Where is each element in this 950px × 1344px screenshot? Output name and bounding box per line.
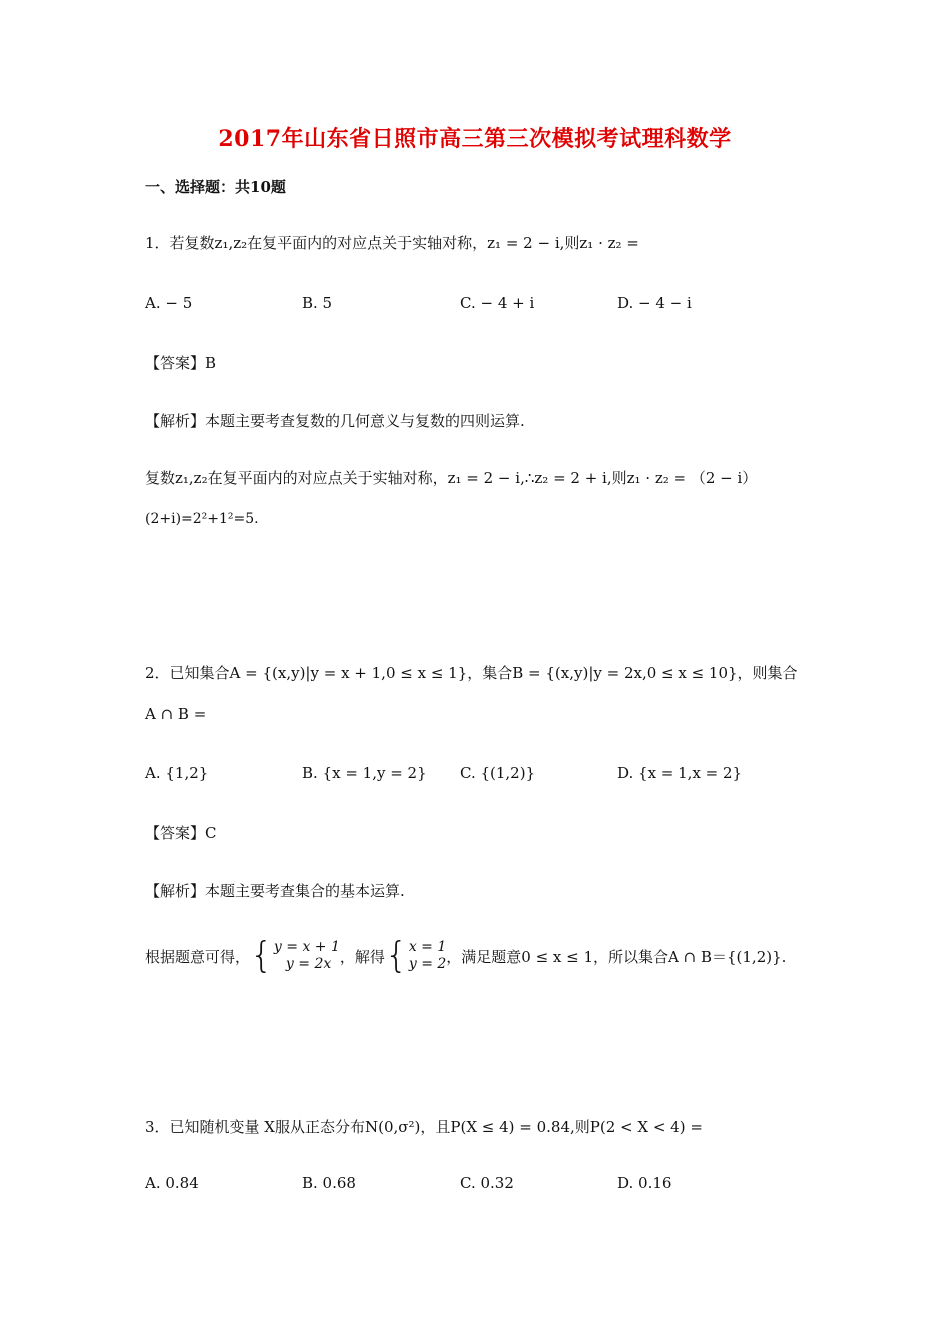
document-title: 2017年山东省日照市高三第三次模拟考试理科数学 bbox=[218, 126, 732, 152]
equation-system-2 bbox=[384, 935, 447, 976]
q1-option-d: D. − 4 − i bbox=[617, 294, 692, 312]
q2-analysis: 【解析】本题主要考查集合的基本运算. bbox=[145, 882, 405, 900]
q1-option-c: C. − 4 + i bbox=[460, 294, 535, 312]
q1-option-a: A. − 5 bbox=[145, 294, 193, 312]
sys2-row2: y = 2 bbox=[408, 956, 447, 972]
q3-option-c: C. 0.32 bbox=[460, 1174, 514, 1192]
q2-option-c: C. {(1,2)} bbox=[460, 764, 536, 782]
section-heading: 一、选择题：共10题 bbox=[145, 178, 286, 196]
q3-option-a: A. 0.84 bbox=[145, 1174, 199, 1192]
q1-explain-line2: (2+i)=2²+1²=5. bbox=[145, 511, 259, 527]
left-brace: { bbox=[384, 935, 408, 976]
q1-stem: 1．若复数z₁,z₂在复平面内的对应点关于实轴对称，z₁ = 2 − i,则z₁ · z₂ = bbox=[145, 234, 639, 252]
q2-stem-line1: 2．已知集合A = {(x,y)|y = x + 1,0 ≤ x ≤ 1}，集合B = {(x,y)|y = 2x,0 ≤ x ≤ 10}，则集合 bbox=[145, 664, 798, 682]
q2-explain-mid: ，解得 bbox=[339, 947, 385, 966]
q1-option-b: B. 5 bbox=[302, 294, 333, 312]
sys2-row1: x = 1 bbox=[408, 939, 447, 955]
q2-answer: 【答案】C bbox=[145, 824, 217, 842]
sys1-row1: y = x + 1 bbox=[273, 939, 340, 955]
left-brace: { bbox=[250, 935, 273, 976]
q2-option-d: D. {x = 1,x = 2} bbox=[617, 764, 743, 782]
q1-analysis: 【解析】本题主要考查复数的几何意义与复数的四则运算. bbox=[145, 412, 525, 430]
q2-explain-suffix: ，满足题意0 ≤ x ≤ 1，所以集合A ∩ B＝{(1,2)}. bbox=[446, 947, 787, 966]
q3-option-d: D. 0.16 bbox=[617, 1174, 672, 1192]
q2-explain bbox=[145, 935, 787, 976]
q2-explain-prefix: 根据题意可得， bbox=[145, 947, 251, 966]
q3-stem: 3．已知随机变量 X服从正态分布N(0,σ²)，且P(X ≤ 4) = 0.84,则P(2 < X < 4) = bbox=[145, 1118, 703, 1136]
q2-stem-line2: A ∩ B = bbox=[145, 705, 207, 723]
sys1-row2: y = 2x bbox=[285, 956, 332, 972]
q3-option-b: B. 0.68 bbox=[302, 1174, 356, 1192]
q1-answer: 【答案】B bbox=[145, 354, 217, 372]
q1-explain-line1: 复数z₁,z₂在复平面内的对应点关于实轴对称，z₁ = 2 − i,∴z₂ = 2 + i,则z₁ · z₂ = （2 − i） bbox=[145, 469, 758, 487]
q2-option-b: B. {x = 1,y = 2} bbox=[302, 764, 427, 782]
q2-option-a: A. {1,2} bbox=[145, 764, 209, 782]
equation-system-1 bbox=[250, 935, 340, 976]
